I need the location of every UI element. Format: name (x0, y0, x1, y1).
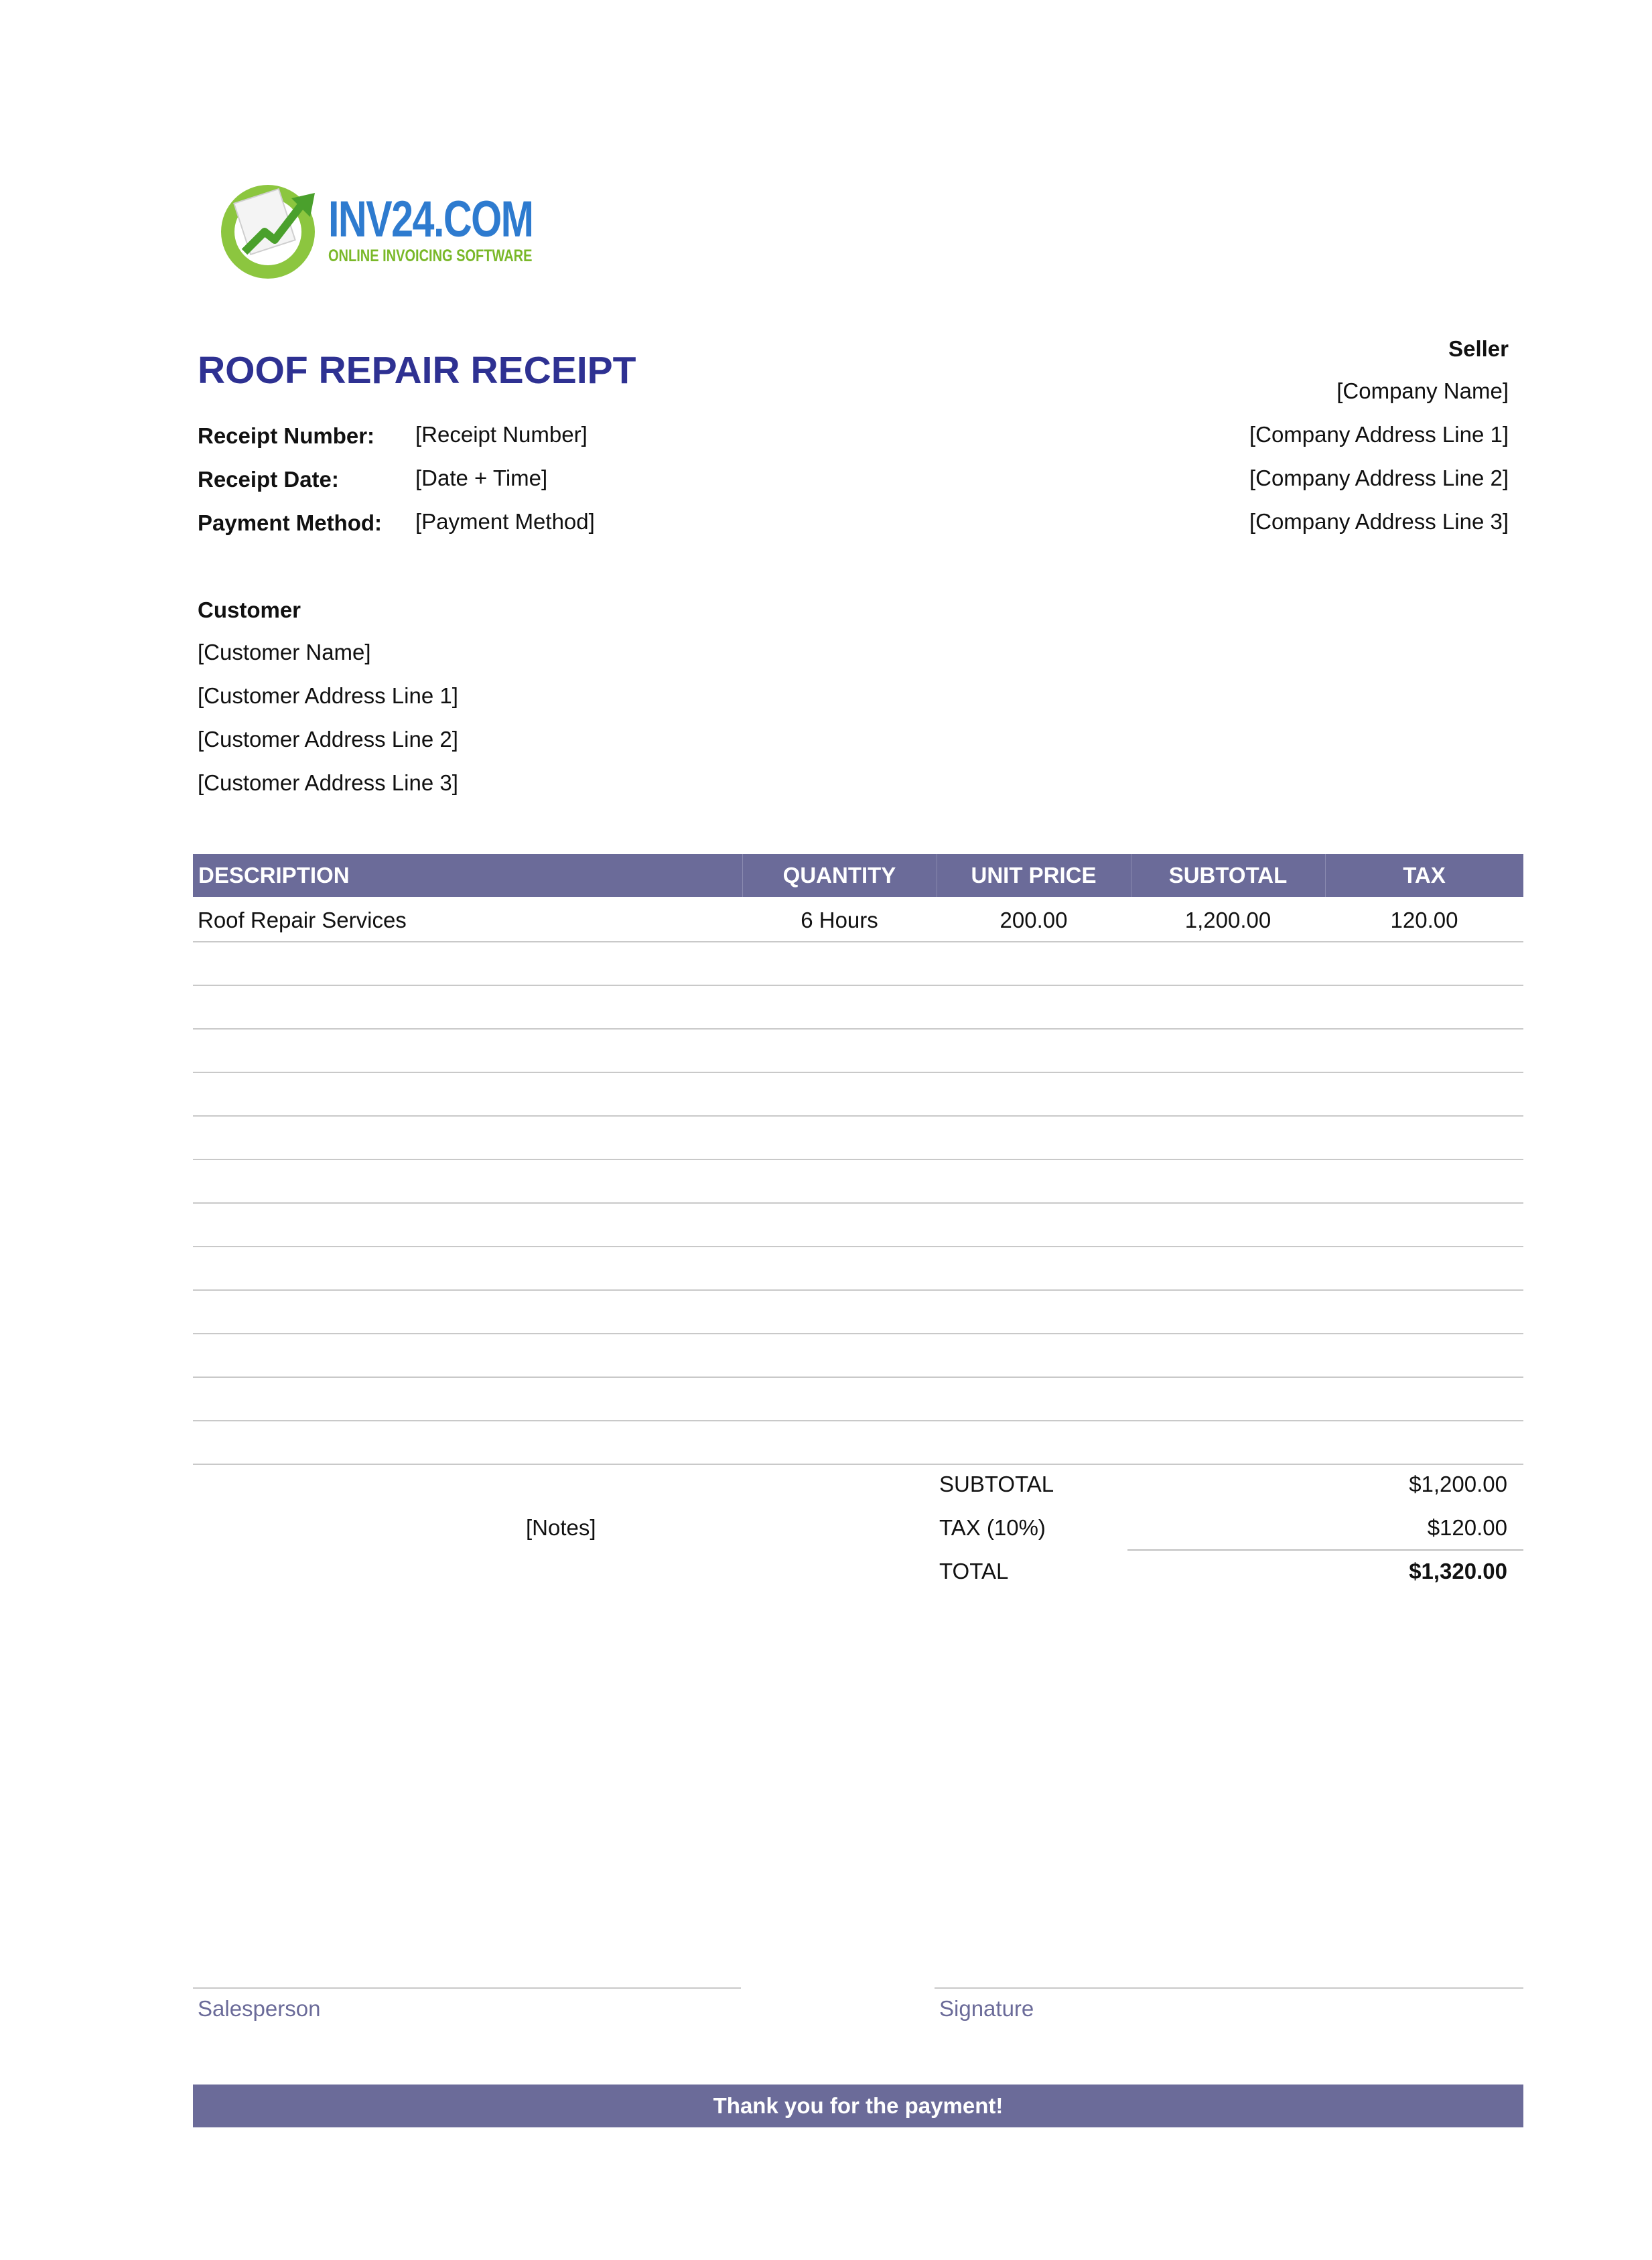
column-header-tax: TAX (1403, 863, 1446, 888)
column-header-subtotal: SUBTOTAL (1168, 863, 1288, 888)
receipt-number-value: [Receipt Number] (415, 422, 588, 447)
customer-heading: Customer (198, 597, 301, 622)
seller-address-line-3: [Company Address Line 3] (1249, 509, 1509, 534)
payment-method-value: [Payment Method] (415, 509, 595, 534)
table-row-line (193, 1376, 1523, 1378)
total-label: TOTAL (939, 1559, 1009, 1583)
thank-you-banner: Thank you for the payment! (193, 2085, 1523, 2127)
seller-heading: Seller (1448, 336, 1509, 361)
subtotal-label: SUBTOTAL (939, 1472, 1054, 1496)
subtotal-value: $1,200.00 (1409, 1472, 1507, 1496)
column-header-quantity: QUANTITY (782, 863, 896, 888)
total-separator-line (1127, 1549, 1523, 1551)
document-title: ROOF REPAIR RECEIPT (198, 349, 636, 392)
row-1-unit-price: 200.00 (1000, 908, 1068, 932)
row-1-description: Roof Repair Services (198, 908, 407, 932)
table-row-line (193, 1289, 1523, 1291)
table-row-line (193, 985, 1523, 986)
customer-address-line-2: [Customer Address Line 2] (198, 727, 458, 752)
table-row-line (193, 1333, 1523, 1334)
signature-label: Signature (939, 1996, 1034, 2021)
salesperson-label: Salesperson (198, 1996, 321, 2021)
customer-address-line-1: [Customer Address Line 1] (198, 683, 458, 708)
table-row-line (193, 941, 1523, 942)
receipt-date-label: Receipt Date: (198, 467, 339, 492)
logo-subtitle: ONLINE INVOICING SOFTWARE (328, 246, 533, 265)
growth-arrow-icon (218, 178, 325, 279)
table-row-line (193, 1246, 1523, 1247)
table-row-line (193, 1028, 1523, 1030)
receipt-date-value: [Date + Time] (415, 466, 548, 490)
row-1-subtotal: 1,200.00 (1184, 908, 1271, 932)
items-table-header (193, 854, 1523, 897)
seller-address-line-2: [Company Address Line 2] (1249, 466, 1509, 490)
signature-line (935, 1987, 1523, 1989)
table-row-line (193, 1464, 1523, 1465)
table-row-line (193, 1202, 1523, 1204)
salesperson-signature-line (193, 1987, 741, 1989)
table-row-line (193, 1072, 1523, 1073)
payment-method-label: Payment Method: (198, 510, 383, 535)
column-header-unit-price: UNIT PRICE (971, 863, 1097, 888)
total-value: $1,320.00 (1409, 1559, 1507, 1583)
customer-address-line-3: [Customer Address Line 3] (198, 770, 458, 795)
seller-company-name: [Company Name] (1336, 378, 1509, 403)
column-header-description: DESCRIPTION (198, 863, 350, 888)
tax-label: TAX (10%) (939, 1515, 1046, 1540)
company-logo (218, 178, 533, 279)
tax-value: $120.00 (1427, 1515, 1507, 1540)
table-row-line (193, 1420, 1523, 1421)
notes-text: [Notes] (526, 1515, 596, 1540)
row-1-tax: 120.00 (1390, 908, 1458, 932)
logo-title: INV24.COM (328, 191, 533, 248)
row-1-quantity: 6 Hours (801, 908, 878, 932)
table-row-line (193, 1159, 1523, 1160)
seller-address-line-1: [Company Address Line 1] (1249, 422, 1509, 447)
customer-name: [Customer Name] (198, 640, 371, 664)
receipt-number-label: Receipt Number: (198, 423, 375, 448)
table-row-line (193, 1115, 1523, 1117)
